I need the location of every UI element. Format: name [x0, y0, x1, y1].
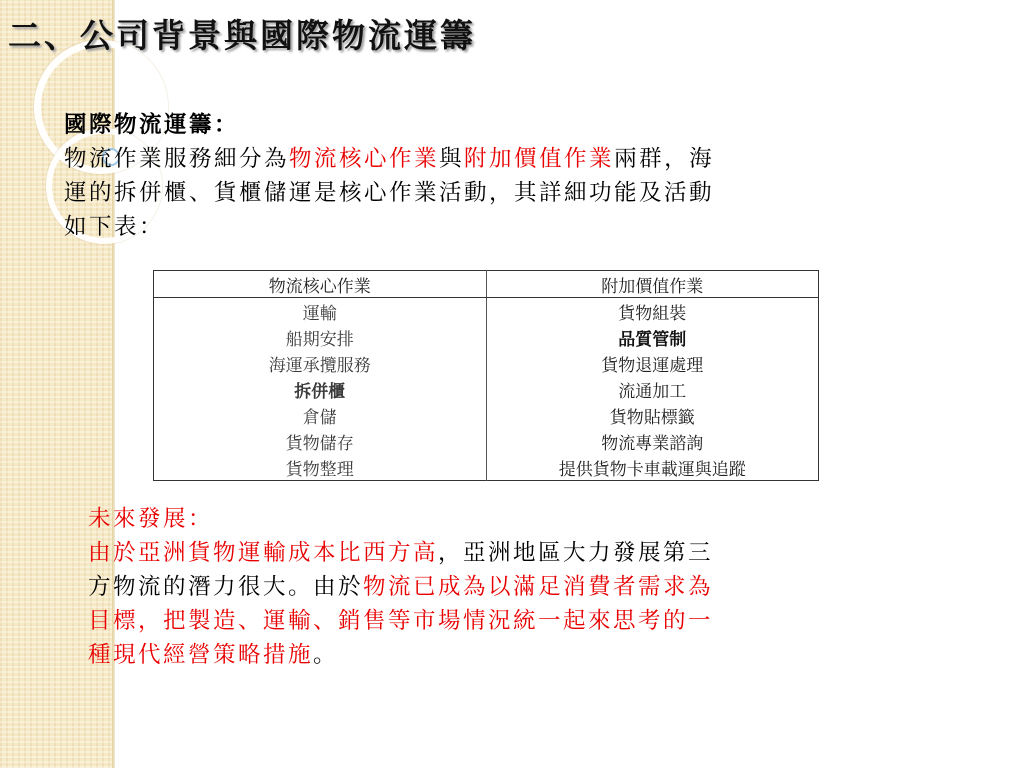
table-cell-core: 貨物儲存	[154, 428, 487, 454]
table-cell-core: 船期安排	[154, 324, 487, 350]
text-run: 方物流的潛力很大。由於	[88, 574, 364, 600]
highlight-value-added-operations: 附加價值作業	[464, 146, 615, 172]
table-cell-value-added: 貨物貼標籤	[609, 407, 695, 428]
table-header-row	[154, 271, 819, 298]
section-logistics-line-1	[64, 142, 964, 176]
section-future-line-1	[88, 536, 988, 570]
table-row	[154, 376, 819, 402]
header-value-added-operations: 附加價值作業	[486, 271, 819, 298]
table-cell-value-added: 貨物組裝	[618, 303, 687, 324]
table-cell-value-added: 品質管制	[618, 329, 687, 350]
table-row	[154, 350, 819, 376]
header-core-operations: 物流核心作業	[154, 271, 487, 298]
table-cell-core: 倉儲	[154, 402, 487, 428]
table-cell-core: 海運承攬服務	[154, 350, 487, 376]
slide-title: 二、公司背景與國際物流運籌	[8, 16, 476, 55]
section-logistics-line-3: 如下表：	[64, 214, 165, 240]
section-logistics-line-2: 運的拆併櫃、貨櫃儲運是核心作業活動，其詳細功能及活動	[64, 180, 715, 206]
table-cell-core: 貨物整理	[154, 454, 487, 481]
section-future-development	[88, 502, 988, 672]
highlight-core-operations: 物流核心作業	[289, 146, 440, 172]
table-cell-value-added: 貨物退運處理	[601, 355, 704, 376]
highlight-text: 種現代經營策略措施	[88, 642, 314, 668]
section-logistics-heading: 國際物流運籌：	[64, 112, 240, 138]
table-cell-core: 拆併櫃	[154, 376, 487, 402]
text-run: 物流作業服務細分為	[64, 146, 290, 172]
table-row	[154, 324, 819, 350]
table-row	[154, 298, 819, 325]
text-run: 。	[313, 642, 339, 668]
table-row	[154, 402, 819, 428]
section-future-line-4	[88, 638, 988, 672]
table-cell-value-added: 物流專業諮詢	[601, 433, 704, 454]
table-cell-value-added: 流通加工	[618, 381, 687, 402]
section-future-heading: 未來發展：	[88, 506, 214, 532]
highlight-text: 由於亞洲貨物運輸成本比西方高	[88, 540, 439, 566]
section-future-line-3: 目標，把製造、運輸、銷售等市場情況統一起來思考的一	[88, 608, 714, 634]
highlight-text: 物流已成為以滿足消費者需求為	[363, 574, 714, 600]
table-cell-core: 運輸	[154, 298, 487, 325]
logistics-activities-table	[153, 270, 819, 481]
table-row	[154, 454, 819, 481]
text-run: ，亞洲地區大力發展第三	[438, 540, 714, 566]
text-run: 兩群，海	[614, 146, 715, 172]
text-run: 與	[439, 146, 465, 172]
table-cell-value-added: 提供貨物卡車載運與追蹤	[558, 459, 746, 480]
table-row	[154, 428, 819, 454]
section-logistics	[64, 108, 964, 244]
section-future-line-2	[88, 570, 988, 604]
